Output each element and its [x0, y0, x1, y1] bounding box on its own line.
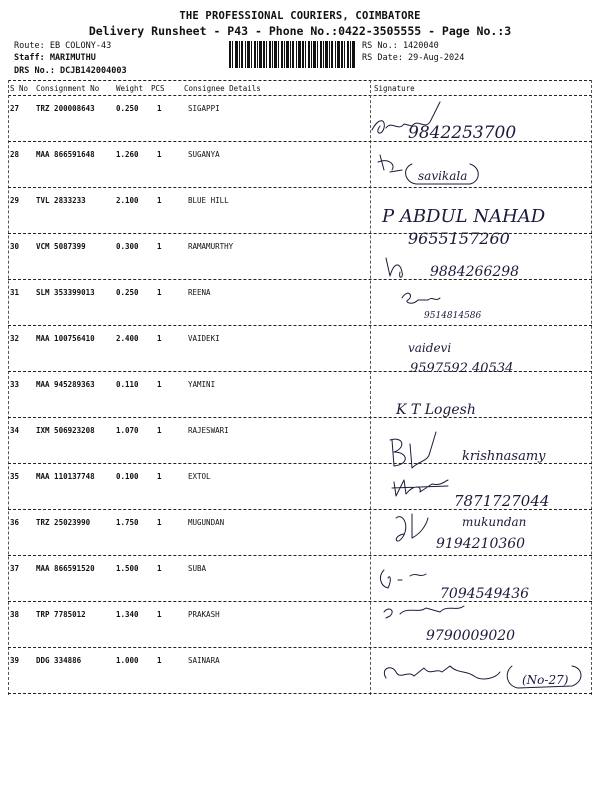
row-consignee: SUGANYA: [188, 150, 220, 159]
row-consignment-no: DDG 334886: [36, 656, 82, 665]
row-consignment-no: MAA 866591648: [36, 150, 95, 159]
row-consignee: RAJESWARI: [188, 426, 229, 435]
company-title: THE PROFESSIONAL COURIERS, COIMBATORE: [179, 10, 421, 22]
row-divider: [8, 463, 592, 464]
row-pcs: 1: [157, 288, 162, 297]
phone-handwritten-35: 7871727044: [454, 492, 550, 510]
col-pcs: PCS: [151, 84, 165, 93]
signature-divider: [370, 80, 371, 695]
barcode-image: [228, 41, 356, 68]
row-weight: 1.340: [116, 610, 139, 619]
row-weight: 1.500: [116, 564, 139, 573]
row-weight: 0.300: [116, 242, 139, 251]
row-divider: [8, 693, 592, 694]
row-sno: 35: [10, 472, 20, 481]
row-pcs: 1: [157, 564, 162, 573]
signature-scribble-27: [372, 102, 440, 133]
row-sno: 38: [10, 610, 20, 619]
row-consignee: EXTOL: [188, 472, 211, 481]
name-handwritten-28: savikala: [418, 169, 468, 183]
row-sno: 33: [10, 380, 20, 389]
phone-handwritten-30: 9884266298: [430, 264, 520, 280]
row-consignee: BLUE HILL: [188, 196, 229, 205]
row-consignment-no: TRZ 25023990: [36, 518, 91, 527]
row-pcs: 1: [157, 518, 162, 527]
row-consignment-no: TRP 7785012: [36, 610, 86, 619]
signature-scribble-36: [396, 514, 428, 541]
row-divider: [8, 555, 592, 556]
row-consignee: SIGAPPI: [188, 104, 220, 113]
row-consignment-no: MAA 110137748: [36, 472, 95, 481]
row-weight: 2.400: [116, 334, 139, 343]
row-pcs: 1: [157, 242, 162, 251]
row-sno: 34: [10, 426, 20, 435]
row-sno: 36: [10, 518, 20, 527]
row-consignment-no: MAA 945289363: [36, 380, 95, 389]
name-handwritten-33: K T Logesh: [396, 402, 476, 418]
row-consignment-no: VCM 5087399: [36, 242, 86, 251]
phone-handwritten-36: 9194210360: [436, 536, 526, 552]
row-sno: 31: [10, 288, 20, 297]
col-weight: Weight: [116, 84, 144, 93]
signature-scribble-37: [381, 570, 426, 588]
table-top-rule: [8, 80, 592, 81]
name-handwritten-36: mukundan: [462, 515, 527, 529]
row-consignment-no: TRZ 200008643: [36, 104, 95, 113]
signature-scribble-30: [386, 258, 402, 277]
right-border: [591, 80, 592, 695]
row-sno: 37: [10, 564, 20, 573]
row-consignee: REENA: [188, 288, 211, 297]
signature-scribble-38: [384, 606, 464, 618]
signature-loop-28: [406, 164, 479, 184]
row-weight: 2.100: [116, 196, 139, 205]
row-divider: [8, 509, 592, 510]
phone-handwritten-27: 9842253700: [408, 123, 517, 143]
runsheet-title: Delivery Runsheet - P43 - Phone No.:0422-3505555 - Page No.:3: [88, 24, 512, 38]
row-pcs: 1: [157, 380, 162, 389]
col-consignment: Consignment No: [36, 84, 100, 93]
row-weight: 1.750: [116, 518, 139, 527]
rs-number: RS No.: 1420040: [362, 41, 439, 51]
row-pcs: 1: [157, 334, 162, 343]
row-weight: 0.250: [116, 288, 139, 297]
row-consignment-no: SLM 353399013: [36, 288, 95, 297]
row-divider: [8, 417, 592, 418]
row-divider: [8, 187, 592, 188]
row-weight: 0.250: [116, 104, 139, 113]
row-consignment-no: IXM 506923208: [36, 426, 95, 435]
row-sno: 39: [10, 656, 20, 665]
route-label: Route: EB COLONY-43: [14, 41, 112, 51]
row-weight: 1.000: [116, 656, 139, 665]
row-consignment-no: TVL 2833233: [36, 196, 86, 205]
row-consignee: RAMAMURTHY: [188, 242, 234, 251]
signature-scribble-35: [392, 480, 448, 496]
phone-handwritten-29: 9655157260: [408, 229, 510, 248]
row-consignee: SAINARA: [188, 656, 220, 665]
row-consignee: SUBA: [188, 564, 207, 573]
rs-date: RS Date: 29-Aug-2024: [362, 53, 465, 63]
phone-handwritten-32: 9597592 40534: [410, 361, 514, 376]
staff-label: Staff: MARIMUTHU: [14, 53, 96, 63]
row-sno: 29: [10, 196, 20, 205]
row-weight: 1.260: [116, 150, 139, 159]
left-border: [8, 80, 9, 695]
row-pcs: 1: [157, 426, 162, 435]
row-sno: 32: [10, 334, 20, 343]
row-consignee: VAIDEKI: [188, 334, 220, 343]
row-sno: 28: [10, 150, 20, 159]
col-signature: Signature: [374, 84, 415, 93]
row-divider: [8, 279, 592, 280]
row-consignment-no: MAA 100756410: [36, 334, 95, 343]
row-pcs: 1: [157, 104, 162, 113]
name-handwritten-32: vaidevi: [408, 341, 452, 355]
row-sno: 27: [10, 104, 20, 113]
row-weight: 0.110: [116, 380, 139, 389]
row-pcs: 1: [157, 472, 162, 481]
row-pcs: 1: [157, 656, 162, 665]
row-pcs: 1: [157, 610, 162, 619]
row-divider: [8, 601, 592, 602]
row-divider: [8, 647, 592, 648]
phone-handwritten-38: 9790009020: [426, 628, 516, 644]
row-sno: 30: [10, 242, 20, 251]
row-weight: 0.100: [116, 472, 139, 481]
row-divider: [8, 371, 592, 372]
col-consignee: Consignee Details: [184, 84, 261, 93]
signature-scribble-31: [402, 293, 440, 303]
row-divider: [8, 325, 592, 326]
row-consignee: PRAKASH: [188, 610, 220, 619]
drs-number: DRS No.: DCJB142004003: [14, 66, 127, 76]
row-consignee: MUGUNDAN: [188, 518, 225, 527]
row-divider: [8, 141, 592, 142]
signature-loop-39: [507, 666, 581, 688]
row-weight: 1.070: [116, 426, 139, 435]
name-handwritten-29: P ABDUL NAHAD: [382, 206, 546, 227]
header-bottom-rule: [8, 95, 592, 96]
col-sno: S No: [10, 84, 29, 93]
row-divider: [8, 233, 592, 234]
row-pcs: 1: [157, 150, 162, 159]
row-consignment-no: MAA 866591520: [36, 564, 95, 573]
phone-handwritten-37: 7094549436: [440, 586, 530, 602]
row-consignee: YAMINI: [188, 380, 216, 389]
phone-handwritten-31: 9514814586: [424, 311, 482, 321]
name-handwritten-34: krishnasamy: [462, 449, 546, 464]
signature-scribble-28: [378, 155, 402, 172]
row-pcs: 1: [157, 196, 162, 205]
note-handwritten-39: (No-27): [522, 673, 569, 687]
signature-scribble-39: [384, 666, 500, 679]
